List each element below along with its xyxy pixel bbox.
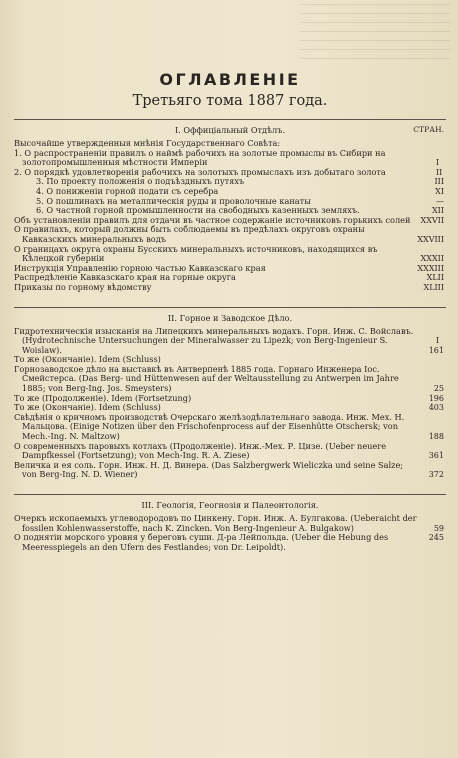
entry-page: 196 xyxy=(428,393,444,403)
entry-text: О границахъ округа охраны Бусскихъ минеральныхъ источниковъ, находящихся въ Кѣлецкой губерніи xyxy=(14,243,378,264)
column-label: СТРАН. xyxy=(413,125,444,134)
entry-text: Свѣдѣнія о кричномъ производствѣ Очерскаго желѣзодѣлательнаго завода. Инж. Мех. Н. Мальцова. (Einige Notizen über den Frischofenprocess auf der Eisenhütte Otschersk; von Mech.-Ing. N. Maltzow) xyxy=(14,411,405,442)
entry-text: 5. О пошлинахъ на металлическія руды и проволочные канаты xyxy=(36,195,311,206)
entry-page: XLIII xyxy=(423,282,444,292)
entry-page: XXVIII xyxy=(417,234,444,244)
entry-page: 59 xyxy=(433,523,444,533)
toc-entry xyxy=(14,365,446,394)
entry-text: 2. О порядкѣ удовлетворенія рабочихъ на золотыхъ промыслахъ изъ добытаго золота xyxy=(14,166,386,177)
section-heading xyxy=(14,499,446,511)
toc-entry: 1. О распространеніи правилъ о наймѣ рабочихъ на золотые промыслы въ Сибири на золотопромышленныя мѣстности Имперіи I xyxy=(14,147,440,168)
toc-entry: Гидротехническія изысканія на Липецкихъ минеральныхъ водахъ. Горн. Инж. С. Войславъ. (Hydrotechnische Untersuchungen der Mineralwasser zu Lipezk; von Berg-Ingenieur S. Woislaw). I 161 xyxy=(14,325,444,355)
divider-rule xyxy=(14,494,446,495)
entry-page: XXXII xyxy=(420,254,444,264)
section-heading xyxy=(14,124,446,136)
entry-text: Гидротехническія изысканія на Липецкихъ минеральныхъ водахъ. Горн. Инж. С. Войславъ. (Hydrotechnische Untersuchungen der Mineralwasser zu Lipezk; von Berg-Ingenieur S. Woislaw). xyxy=(14,325,414,355)
divider-rule xyxy=(14,307,446,308)
entry-text: Высочайше утвержденныя мнѣнія Государственнаго Совѣта: xyxy=(14,138,281,148)
entry-text: Горнозаводское дѣло на выставкѣ въ Антверпенѣ 1885 года. Горнаго Инженера Іос. Смейстерса. (Das Berg- und Hüttenwesen auf der Weltausstellung zu Antwerpen im Jahre 1885; von Berg-Ing. Jos. Smeysters) xyxy=(14,363,399,394)
entry-page: III xyxy=(434,177,444,187)
entry-page: XLII xyxy=(426,273,444,283)
section-title: III. Геологія, Геогнозія и Палеонтологія. xyxy=(141,500,319,510)
entry-page: XXVII xyxy=(420,215,444,225)
toc-entry xyxy=(14,245,446,264)
toc-entry: 2. О порядкѣ удовлетворенія рабочихъ на золотыхъ промыслахъ изъ добытаго золота II xyxy=(14,166,443,177)
toc-entry xyxy=(14,533,446,552)
entry-text: Распредѣленіе Кавказскаго края на горные округа xyxy=(14,272,236,283)
entry-page: 25 xyxy=(433,384,444,394)
entry-page: 188 xyxy=(428,432,444,442)
entry-page: 161 xyxy=(428,345,444,355)
entry-text: О поднятіи морского уровня у береговъ суши. Д-ра Лейпольда. (Ueber die Hebung des Meeresspiegels an den Ufern des Festlandes; von Dr. Leipoldt). xyxy=(14,532,389,552)
toc-entry xyxy=(14,461,446,480)
divider-rule xyxy=(14,119,446,120)
entry-text: 4. О пониженіи горной подати съ серебра xyxy=(36,185,219,196)
entry-page: 372 xyxy=(428,470,444,480)
entry-text: О правилахъ, который должны быть соблюдаемы въ предѣлахъ округовъ охраны Кавказскихъ минеральныхъ водъ xyxy=(14,224,365,244)
bleed-through xyxy=(300,4,450,64)
entry-text: То же (Продолженіе). Idem (Fortsetzung) xyxy=(14,392,192,403)
toc-entry xyxy=(14,283,446,293)
toc-entry xyxy=(14,225,446,244)
section-title: II. Горное и Заводское Дѣло. xyxy=(167,312,293,323)
entry-page: XII xyxy=(431,206,444,216)
page-title: ОГЛАВЛЕНІЕ xyxy=(159,70,301,89)
entry-text: 3. По проекту положенія о подъѣздныхъ путяхъ xyxy=(36,176,245,187)
entry-text: То же (Окончаніе). Idem (Schluss) xyxy=(14,402,161,413)
toc-entry xyxy=(14,442,446,461)
entry-page: XI xyxy=(435,186,444,196)
section-title: I. Оффиціальный Отдѣлъ. xyxy=(174,125,286,135)
entry-text: Величка и ея соль. Горн. Инж. Н. Д. Винера. (Das Salzbergwerk Wieliczka und seine Salze; von Berg-Ing. N. D. Wiener) xyxy=(14,459,404,480)
section-heading xyxy=(14,312,446,324)
entry-text: Очеркъ ископаемыхъ углеводородовъ по Цинкену. Горн. Инж. А. Булгакова. (Ueberaicht der fossilen Kohlenwasserstoffe, nach K. Zincken. Von Berg-Ingenieur A. Bulgakow) xyxy=(14,513,417,533)
entry-text: 1. О распространеніи правилъ о наймѣ рабочихъ на золотые промыслы въ Сибири на золотопромышленныя мѣстности Имперіи xyxy=(14,147,386,168)
entry-page: 361 xyxy=(428,451,444,461)
toc-entry xyxy=(14,514,446,533)
toc-entry xyxy=(14,413,446,442)
entry-text: Приказы по горному вѣдомству xyxy=(14,281,152,292)
entry-text: Объ установленіи правилъ для отдачи въ частное содержаніе источниковъ горькихъ солей xyxy=(14,214,411,225)
entry-page: 403 xyxy=(428,403,444,413)
entry-page: — xyxy=(436,196,444,206)
entry-text: О современныхъ паровыхъ котлахъ (Продолженіе). Инж.-Мех. Р. Цизе. (Ueber neuere Dampfkessel (Fortsetzung); von Mech-Ing. R. A. Ziese) xyxy=(14,440,387,461)
entry-text: То же (Окончаніе). Idem (Schluss) xyxy=(14,354,161,365)
page-subtitle: Третьяго тома 1887 года. xyxy=(132,93,328,109)
entry-page: XXXIII xyxy=(417,263,444,273)
entry-text: 6. О частной горной промышленности на свободныхъ казенныхъ земляхъ. xyxy=(36,205,360,216)
entry-text: Инструкція Управленію горною частью Кавказскаго края xyxy=(14,262,266,273)
entry-page: 245 xyxy=(428,533,444,543)
